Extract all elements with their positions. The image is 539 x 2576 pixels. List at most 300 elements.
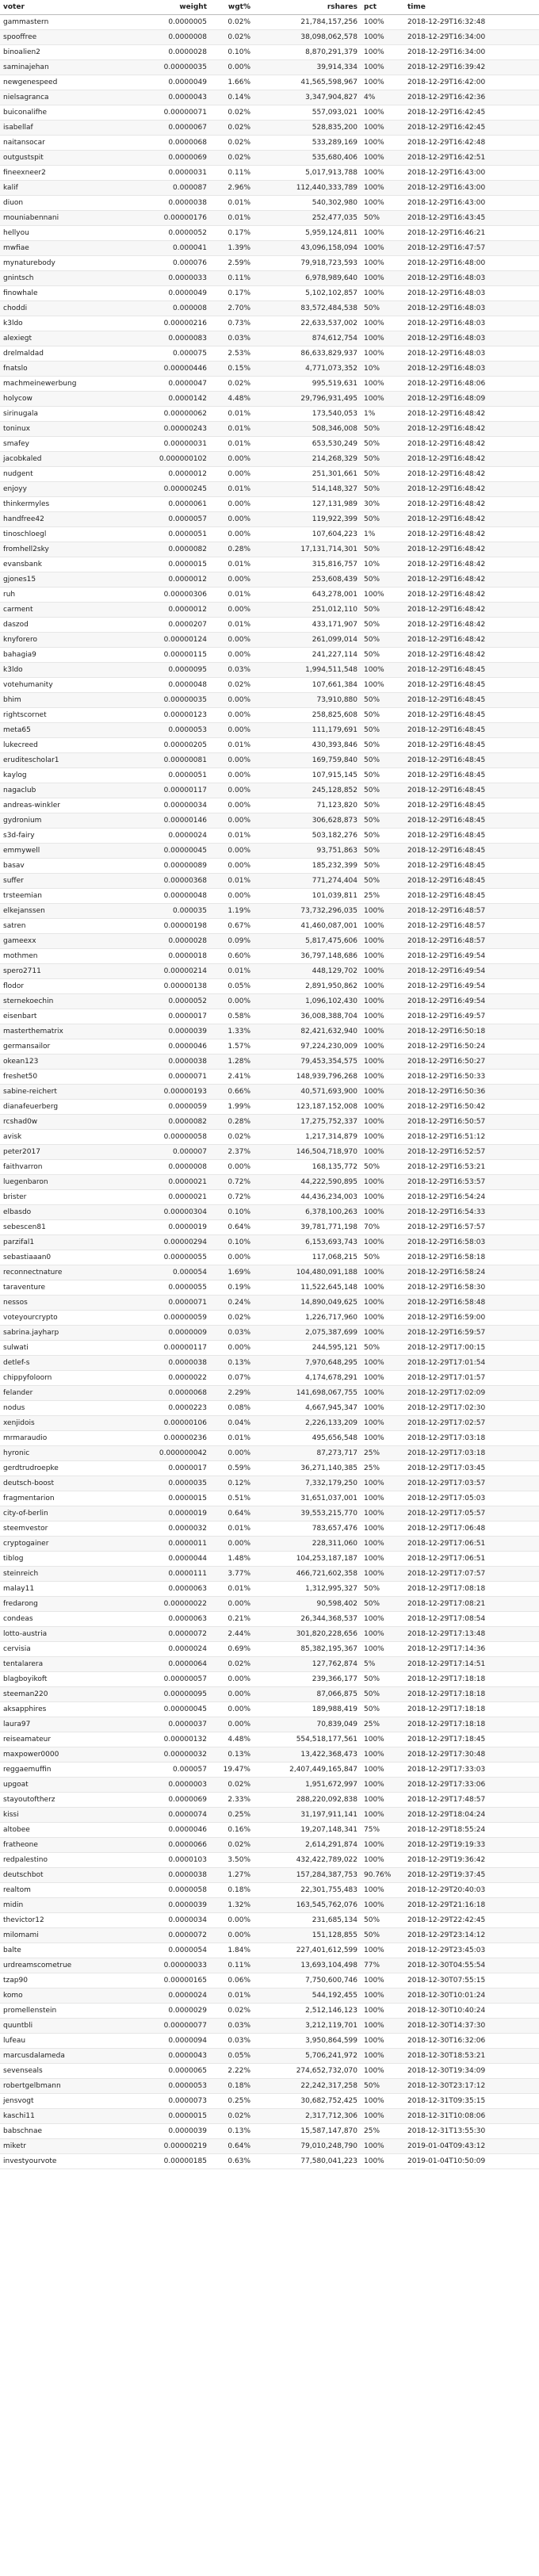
column-header-time[interactable]: time: [404, 0, 539, 15]
cell-wgt-pct: 0.01%: [210, 407, 254, 422]
table-row: [0, 934, 539, 949]
cell-time: 2018-12-29T16:53:21: [404, 1160, 539, 1175]
cell-time: 2018-12-29T16:43:45: [404, 211, 539, 226]
table-row: [0, 904, 539, 919]
table-row: [0, 1371, 539, 1386]
table-row: [0, 105, 539, 121]
cell-rshares: 22,633,537,002: [254, 316, 361, 331]
cell-time: 2018-12-29T17:05:03: [404, 1491, 539, 1506]
cell-pct: 50%: [361, 708, 404, 723]
table-row: [0, 859, 539, 874]
cell-weight: 0.0000051: [123, 527, 210, 542]
cell-time: 2018-12-29T16:49:57: [404, 1009, 539, 1024]
cell-time: 2018-12-30T04:55:54: [404, 1958, 539, 1973]
cell-rshares: 430,393,846: [254, 738, 361, 753]
cell-rshares: 540,302,980: [254, 196, 361, 211]
cell-weight: 0.0000073: [123, 2094, 210, 2109]
table-row: [0, 1115, 539, 1130]
cell-weight: 0.0000069: [123, 151, 210, 166]
cell-rshares: 157,284,387,753: [254, 1868, 361, 1883]
cell-rshares: 244,595,121: [254, 1341, 361, 1356]
cell-pct: 50%: [361, 1928, 404, 1943]
cell-weight: 0.00000132: [123, 1732, 210, 1747]
cell-pct: 100%: [361, 1326, 404, 1341]
cell-time: 2018-12-29T16:48:45: [404, 753, 539, 768]
cell-time: 2018-12-30T18:53:21: [404, 2049, 539, 2064]
cell-rshares: 26,344,368,537: [254, 1612, 361, 1627]
cell-voter: gameexx: [0, 934, 123, 949]
cell-pct: 100%: [361, 1039, 404, 1055]
cell-pct: 100%: [361, 1085, 404, 1100]
cell-rshares: 112,440,333,789: [254, 181, 361, 196]
cell-weight: 0.00000165: [123, 1973, 210, 1988]
table-row: [0, 1190, 539, 1205]
cell-rshares: 533,289,169: [254, 136, 361, 151]
cell-pct: 10%: [361, 557, 404, 572]
cell-pct: 100%: [361, 1416, 404, 1431]
cell-pct: 50%: [361, 572, 404, 588]
cell-rshares: 19,207,148,341: [254, 1823, 361, 1838]
cell-voter: city-of-berlin: [0, 1506, 123, 1521]
cell-wgt-pct: 1.19%: [210, 904, 254, 919]
cell-rshares: 503,182,276: [254, 829, 361, 844]
table-row: [0, 2064, 539, 2079]
cell-pct: 50%: [361, 301, 404, 316]
cell-voter: binoalien2: [0, 45, 123, 60]
cell-voter: masterthematrix: [0, 1024, 123, 1039]
cell-time: 2018-12-29T16:48:45: [404, 889, 539, 904]
cell-wgt-pct: 0.16%: [210, 1823, 254, 1838]
table-row: [0, 949, 539, 964]
cell-rshares: 127,762,874: [254, 1657, 361, 1672]
cell-weight: 0.00000146: [123, 813, 210, 829]
cell-rshares: 17,131,714,301: [254, 542, 361, 557]
table-row: [0, 1070, 539, 1085]
cell-pct: 100%: [361, 1567, 404, 1582]
cell-rshares: 141,698,067,755: [254, 1386, 361, 1401]
cell-rshares: 168,135,772: [254, 1160, 361, 1175]
table-row: [0, 1145, 539, 1160]
cell-rshares: 245,128,852: [254, 783, 361, 798]
cell-pct: 50%: [361, 859, 404, 874]
cell-wgt-pct: 0.02%: [210, 15, 254, 30]
cell-voter: fratheone: [0, 1838, 123, 1853]
cell-rshares: 123,187,152,008: [254, 1100, 361, 1115]
cell-pct: 100%: [361, 678, 404, 693]
cell-weight: 0.00000081: [123, 753, 210, 768]
column-header-weight[interactable]: weight: [123, 0, 210, 15]
cell-pct: 77%: [361, 1958, 404, 1973]
cell-wgt-pct: 2.59%: [210, 256, 254, 271]
cell-weight: 0.0000082: [123, 1115, 210, 1130]
table-row: [0, 753, 539, 768]
cell-pct: 100%: [361, 30, 404, 45]
cell-weight: 0.0000003: [123, 1778, 210, 1793]
cell-pct: 100%: [361, 964, 404, 979]
cell-voter: sebescen81: [0, 1220, 123, 1235]
table-row: [0, 1009, 539, 1024]
cell-pct: 25%: [361, 1446, 404, 1461]
cell-time: 2018-12-29T17:18:18: [404, 1687, 539, 1702]
cell-rshares: 2,512,146,123: [254, 2004, 361, 2019]
cell-pct: 100%: [361, 2034, 404, 2049]
cell-weight: 0.0000055: [123, 1280, 210, 1296]
cell-voter: quuntbli: [0, 2019, 123, 2034]
cell-pct: 100%: [361, 979, 404, 994]
table-row: [0, 15, 539, 30]
table-body: [0, 15, 539, 2169]
cell-weight: 0.0000008: [123, 30, 210, 45]
cell-wgt-pct: 0.09%: [210, 934, 254, 949]
cell-voter: gjones15: [0, 572, 123, 588]
cell-time: 2018-12-29T17:03:45: [404, 1461, 539, 1476]
cell-voter: jensvogt: [0, 2094, 123, 2109]
cell-weight: 0.000075: [123, 346, 210, 362]
cell-weight: 0.0000071: [123, 1070, 210, 1085]
cell-rshares: 41,565,598,967: [254, 75, 361, 90]
cell-weight: 0.0000094: [123, 2034, 210, 2049]
table-row: [0, 1280, 539, 1296]
cell-time: 2018-12-29T16:49:54: [404, 964, 539, 979]
cell-voter: detlef-s: [0, 1356, 123, 1371]
cell-time: 2018-12-29T23:14:12: [404, 1928, 539, 1943]
cell-time: 2018-12-29T17:01:57: [404, 1371, 539, 1386]
cell-time: 2018-12-29T17:00:15: [404, 1341, 539, 1356]
cell-voter: nielsagranca: [0, 90, 123, 105]
cell-voter: okean123: [0, 1055, 123, 1070]
table-row: [0, 497, 539, 512]
cell-wgt-pct: 0.00%: [210, 1928, 254, 1943]
cell-pct: 100%: [361, 904, 404, 919]
cell-rshares: 41,460,087,001: [254, 919, 361, 934]
cell-voter: rcshad0w: [0, 1115, 123, 1130]
cell-pct: 100%: [361, 1763, 404, 1778]
cell-wgt-pct: 0.01%: [210, 437, 254, 452]
cell-rshares: 44,436,234,003: [254, 1190, 361, 1205]
cell-pct: 50%: [361, 1582, 404, 1597]
cell-time: 2018-12-29T17:08:18: [404, 1582, 539, 1597]
table-row: [0, 663, 539, 678]
cell-weight: 0.0000059: [123, 1100, 210, 1115]
cell-pct: 100%: [361, 166, 404, 181]
cell-pct: 100%: [361, 1506, 404, 1521]
cell-weight: 0.0000018: [123, 949, 210, 964]
table-row: [0, 874, 539, 889]
cell-weight: 0.00000185: [123, 2154, 210, 2169]
cell-time: 2018-12-29T17:48:57: [404, 1793, 539, 1808]
cell-pct: 50%: [361, 512, 404, 527]
cell-rshares: 36,271,140,385: [254, 1461, 361, 1476]
table-row: [0, 271, 539, 286]
cell-rshares: 535,680,406: [254, 151, 361, 166]
cell-weight: 0.0000049: [123, 75, 210, 90]
cell-pct: 100%: [361, 2019, 404, 2034]
cell-time: 2018-12-29T19:19:33: [404, 1838, 539, 1853]
cell-pct: 100%: [361, 1265, 404, 1280]
cell-weight: 0.0000046: [123, 1823, 210, 1838]
table-row: [0, 1356, 539, 1371]
cell-wgt-pct: 1.84%: [210, 1943, 254, 1958]
cell-pct: 100%: [361, 663, 404, 678]
cell-rshares: 643,278,001: [254, 588, 361, 603]
column-header-pct[interactable]: pct: [361, 0, 404, 15]
cell-weight: 0.00000077: [123, 2019, 210, 2034]
cell-wgt-pct: 4.48%: [210, 1732, 254, 1747]
cell-voter: tzap90: [0, 1973, 123, 1988]
cell-pct: 50%: [361, 1702, 404, 1717]
cell-pct: 100%: [361, 1943, 404, 1958]
cell-rshares: 252,477,035: [254, 211, 361, 226]
cell-weight: 0.00000138: [123, 979, 210, 994]
cell-time: 2018-12-29T16:48:42: [404, 452, 539, 467]
cell-time: 2018-12-29T16:49:54: [404, 979, 539, 994]
cell-wgt-pct: 2.33%: [210, 1793, 254, 1808]
cell-pct: 100%: [361, 2064, 404, 2079]
cell-pct: 100%: [361, 2154, 404, 2169]
table-row: [0, 1175, 539, 1190]
table-row: [0, 346, 539, 362]
cell-rshares: 30,682,752,425: [254, 2094, 361, 2109]
cell-weight: 0.00000368: [123, 874, 210, 889]
cell-weight: 0.0000017: [123, 1009, 210, 1024]
table-row: [0, 1958, 539, 1973]
cell-time: 2018-12-29T16:48:03: [404, 331, 539, 346]
cell-weight: 0.00000176: [123, 211, 210, 226]
cell-rshares: 227,401,612,599: [254, 1943, 361, 1958]
cell-voter: knyforero: [0, 633, 123, 648]
table-row: [0, 60, 539, 75]
table-row: [0, 1341, 539, 1356]
cell-rshares: 2,075,387,699: [254, 1326, 361, 1341]
cell-wgt-pct: 0.00%: [210, 1341, 254, 1356]
cell-rshares: 544,192,455: [254, 1988, 361, 2004]
table-row: [0, 678, 539, 693]
cell-wgt-pct: 0.10%: [210, 45, 254, 60]
cell-wgt-pct: 0.11%: [210, 166, 254, 181]
column-header-rshares[interactable]: rshares: [254, 0, 361, 15]
cell-voter: evansbank: [0, 557, 123, 572]
cell-weight: 0.00000236: [123, 1431, 210, 1446]
cell-voter: altobee: [0, 1823, 123, 1838]
cell-time: 2018-12-29T16:48:45: [404, 678, 539, 693]
cell-weight: 0.0000111: [123, 1567, 210, 1582]
cell-rshares: 13,422,368,473: [254, 1747, 361, 1763]
cell-pct: 100%: [361, 121, 404, 136]
cell-weight: 0.00000058: [123, 1130, 210, 1145]
cell-voter: sulwati: [0, 1341, 123, 1356]
cell-voter: kissi: [0, 1808, 123, 1823]
cell-time: 2018-12-29T17:30:48: [404, 1747, 539, 1763]
cell-pct: 100%: [361, 1055, 404, 1070]
table-row: [0, 1506, 539, 1521]
cell-weight: 0.0000207: [123, 618, 210, 633]
cell-time: 2018-12-29T20:40:03: [404, 1883, 539, 1898]
cell-pct: 50%: [361, 693, 404, 708]
cell-weight: 0.00000306: [123, 588, 210, 603]
cell-voter: lotto-austria: [0, 1627, 123, 1642]
cell-time: 2018-12-29T17:18:45: [404, 1732, 539, 1747]
cell-wgt-pct: 1.69%: [210, 1265, 254, 1280]
cell-wgt-pct: 0.00%: [210, 1446, 254, 1461]
cell-weight: 0.0000015: [123, 2109, 210, 2124]
cell-voter: parzifal1: [0, 1235, 123, 1250]
cell-rshares: 38,098,062,578: [254, 30, 361, 45]
cell-voter: tiblog: [0, 1552, 123, 1567]
cell-pct: 100%: [361, 181, 404, 196]
cell-voter: redpalestino: [0, 1853, 123, 1868]
cell-pct: 100%: [361, 994, 404, 1009]
cell-wgt-pct: 0.00%: [210, 1597, 254, 1612]
cell-time: 2018-12-29T16:46:21: [404, 226, 539, 241]
cell-weight: 0.0000142: [123, 392, 210, 407]
cell-rshares: 4,771,073,352: [254, 362, 361, 377]
cell-time: 2018-12-29T16:48:45: [404, 859, 539, 874]
cell-rshares: 44,222,590,895: [254, 1175, 361, 1190]
cell-voter: chippyfoloorn: [0, 1371, 123, 1386]
cell-weight: 0.0000024: [123, 1642, 210, 1657]
cell-pct: 50%: [361, 452, 404, 467]
cell-time: 2018-12-29T16:48:42: [404, 527, 539, 542]
cell-time: 2018-12-29T16:49:54: [404, 949, 539, 964]
cell-weight: 0.00000117: [123, 783, 210, 798]
cell-time: 2018-12-29T16:32:48: [404, 15, 539, 30]
table-row: [0, 1973, 539, 1988]
cell-wgt-pct: 0.69%: [210, 1642, 254, 1657]
cell-voter: toninux: [0, 422, 123, 437]
cell-pct: 100%: [361, 196, 404, 211]
cell-weight: 0.00000193: [123, 1085, 210, 1100]
cell-voter: votehumanity: [0, 678, 123, 693]
cell-rshares: 189,988,419: [254, 1702, 361, 1717]
cell-pct: 50%: [361, 2079, 404, 2094]
cell-weight: 0.0000031: [123, 166, 210, 181]
cell-rshares: 151,128,855: [254, 1928, 361, 1943]
cell-pct: 100%: [361, 1356, 404, 1371]
table-row: [0, 1838, 539, 1853]
table-row: [0, 723, 539, 738]
cell-voter: basav: [0, 859, 123, 874]
cell-time: 2018-12-29T16:59:57: [404, 1326, 539, 1341]
cell-wgt-pct: 0.00%: [210, 60, 254, 75]
table-row: [0, 1778, 539, 1793]
cell-weight: 0.00000115: [123, 648, 210, 663]
cell-rshares: 22,242,317,258: [254, 2079, 361, 2094]
table-row: [0, 979, 539, 994]
cell-rshares: 111,179,691: [254, 723, 361, 738]
cell-pct: 100%: [361, 1988, 404, 2004]
cell-wgt-pct: 0.02%: [210, 151, 254, 166]
cell-time: 2018-12-29T16:48:42: [404, 648, 539, 663]
cell-time: 2018-12-29T16:54:33: [404, 1205, 539, 1220]
cell-pct: 1%: [361, 527, 404, 542]
cell-voter: fragmentarion: [0, 1491, 123, 1506]
cell-weight: 0.00000106: [123, 1416, 210, 1431]
table-row: [0, 181, 539, 196]
cell-weight: 0.0000065: [123, 2064, 210, 2079]
cell-weight: 0.0000067: [123, 121, 210, 136]
cell-rshares: 90,598,402: [254, 1597, 361, 1612]
cell-weight: 0.00000245: [123, 482, 210, 497]
cell-time: 2018-12-29T16:48:09: [404, 392, 539, 407]
table-row: [0, 1265, 539, 1280]
column-header-wgt-pct[interactable]: wgt%: [210, 0, 254, 15]
cell-pct: 100%: [361, 2109, 404, 2124]
cell-weight: 0.00000045: [123, 844, 210, 859]
cell-voter: germansailor: [0, 1039, 123, 1055]
table-row: [0, 45, 539, 60]
cell-wgt-pct: 0.59%: [210, 1461, 254, 1476]
cell-weight: 0.00000057: [123, 1672, 210, 1687]
cell-voter: andreas-winkler: [0, 798, 123, 813]
cell-wgt-pct: 0.11%: [210, 271, 254, 286]
table-row: [0, 1085, 539, 1100]
table-row: [0, 1416, 539, 1431]
cell-wgt-pct: 0.01%: [210, 618, 254, 633]
table-row: [0, 1476, 539, 1491]
cell-wgt-pct: 0.25%: [210, 1808, 254, 1823]
cell-weight: 0.0000034: [123, 1913, 210, 1928]
cell-pct: 50%: [361, 422, 404, 437]
cell-time: 2018-12-31T13:55:30: [404, 2124, 539, 2139]
cell-voter: tentalarera: [0, 1657, 123, 1672]
cell-pct: 50%: [361, 783, 404, 798]
cell-weight: 0.00000034: [123, 798, 210, 813]
cell-wgt-pct: 1.48%: [210, 1552, 254, 1567]
cell-pct: 100%: [361, 1175, 404, 1190]
cell-wgt-pct: 0.00%: [210, 1702, 254, 1717]
table-row: [0, 1928, 539, 1943]
cell-time: 2018-12-29T16:48:42: [404, 603, 539, 618]
cell-pct: 100%: [361, 15, 404, 30]
cell-weight: 0.0000068: [123, 1386, 210, 1401]
cell-rshares: 8,870,291,379: [254, 45, 361, 60]
cell-rshares: 466,721,602,358: [254, 1567, 361, 1582]
cell-pct: 90.76%: [361, 1868, 404, 1883]
table-row: [0, 633, 539, 648]
cell-voter: k3ldo: [0, 663, 123, 678]
cell-pct: 100%: [361, 949, 404, 964]
column-header-voter[interactable]: voter: [0, 0, 123, 15]
cell-voter: smafey: [0, 437, 123, 452]
table-row: [0, 90, 539, 105]
cell-rshares: 77,580,041,223: [254, 2154, 361, 2169]
cell-time: 2018-12-29T17:18:18: [404, 1702, 539, 1717]
cell-pct: 100%: [361, 136, 404, 151]
table-row: [0, 2019, 539, 2034]
cell-wgt-pct: 2.29%: [210, 1386, 254, 1401]
cell-time: 2018-12-29T16:48:45: [404, 783, 539, 798]
cell-pct: 100%: [361, 1732, 404, 1747]
table-row: [0, 1401, 539, 1416]
cell-wgt-pct: 0.18%: [210, 1883, 254, 1898]
cell-voter: cryptogainer: [0, 1537, 123, 1552]
cell-wgt-pct: 0.01%: [210, 196, 254, 211]
cell-rshares: 79,010,248,790: [254, 2139, 361, 2154]
cell-voter: saminajehan: [0, 60, 123, 75]
cell-rshares: 7,970,648,295: [254, 1356, 361, 1371]
cell-rshares: 274,652,732,070: [254, 2064, 361, 2079]
cell-weight: 0.0000095: [123, 663, 210, 678]
cell-pct: 100%: [361, 1898, 404, 1913]
cell-voter: steinreich: [0, 1567, 123, 1582]
cell-weight: 0.0000015: [123, 1491, 210, 1506]
table-row: [0, 482, 539, 497]
cell-time: 2018-12-29T19:36:42: [404, 1853, 539, 1868]
cell-time: 2018-12-29T16:42:48: [404, 136, 539, 151]
table-row: [0, 2154, 539, 2169]
cell-voter: steeman220: [0, 1687, 123, 1702]
table-row: [0, 1702, 539, 1717]
